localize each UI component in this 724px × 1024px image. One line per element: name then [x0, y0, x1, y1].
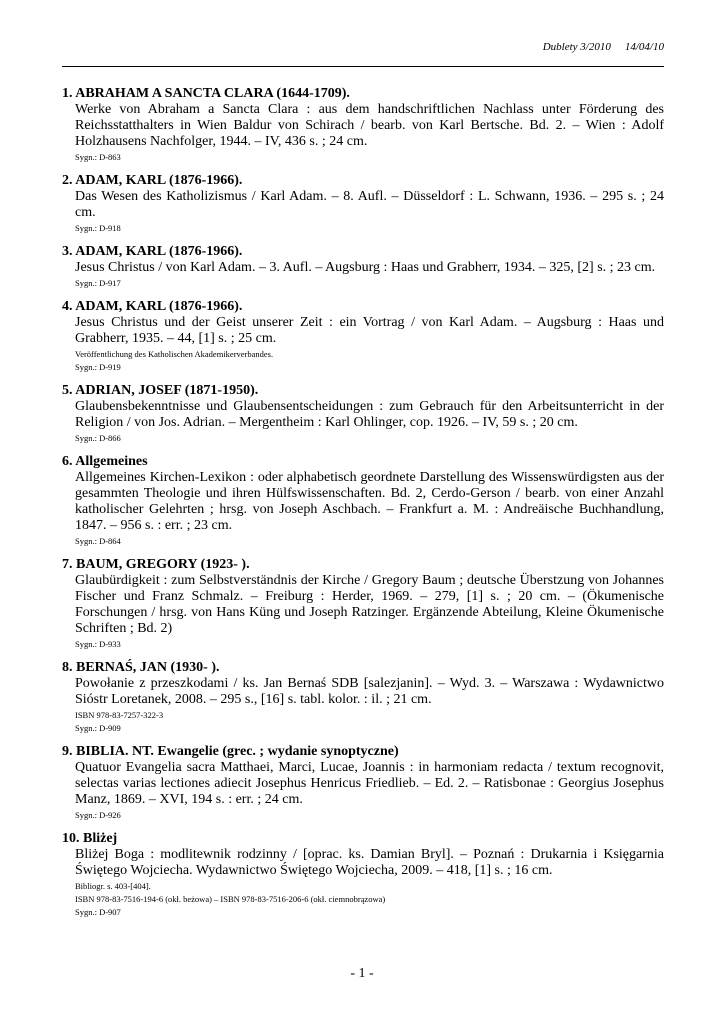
entry-description: Bliżej Boga : modlitewnik rodzinny / [oprac. ks. Damian Bryl]. – Poznań : Drukarnia i Księgarnia Świętego Wojciecha. Wydawnictwo Świętego Wojciecha, 2009. – 418, [1] s. ; 16 cm. [75, 847, 664, 878]
entry-shelfmark: Sygn.: D-918 [75, 223, 121, 233]
entry-heading: 7. BAUM, GREGORY (1923- ). [62, 557, 250, 572]
catalog-entries [62, 86, 664, 928]
entry-heading: 5. ADRIAN, JOSEF (1871-1950). [62, 383, 259, 398]
entry-heading: 4. ADAM, KARL (1876-1966). [62, 299, 243, 314]
catalog-entry [62, 383, 664, 444]
entry-shelfmark: Sygn.: D-864 [75, 536, 121, 546]
entry-description: Werke von Abraham a Sancta Clara : aus dem handschriftlichen Nachlass unter Förderung des Reichsstatthalters in Wien Baldur von Schirach / bearb. von Karl Bertsche. Bd. 2. – Wien : Adolf Holzhausens Nachfolger, 1944. – IV, 436 s. ; 24 cm. [75, 102, 664, 149]
entry-heading: 3. ADAM, KARL (1876-1966). [62, 244, 243, 259]
header-date: 14/04/10 [624, 41, 664, 53]
entry-shelfmark: Sygn.: D-866 [75, 433, 121, 443]
catalog-entry [62, 244, 664, 289]
entry-note: ISBN 978-83-7516-194-6 (okł. beżowa) – ISBN 978-83-7516-206-6 (okł. ciemnobrązowa) [75, 894, 386, 904]
catalog-entry [62, 454, 664, 547]
entry-heading: 1. ABRAHAM A SANCTA CLARA (1644-1709). [62, 86, 350, 101]
catalog-entry [62, 299, 664, 373]
entry-shelfmark: Sygn.: D-933 [75, 639, 121, 649]
entry-shelfmark: Sygn.: D-907 [75, 907, 121, 917]
entry-description: Quatuor Evangelia sacra Matthaei, Marci, Lucae, Joannis : in harmoniam redacta / textum recognovit, selectas varias lectiones adiecit Josephus Henricus Friedlieb. – Ed. 2. – Ratisbonae : Georgius Josephus Manz, 1869. – XVI, 194 s. : err. ; 24 cm. [75, 760, 664, 807]
entry-description: Jesus Christus / von Karl Adam. – 3. Aufl. – Augsburg : Haas und Grabherr, 1934. – 325, [2] s. ; 23 cm. [75, 260, 656, 275]
entry-shelfmark: Sygn.: D-919 [75, 362, 121, 372]
catalog-entry [62, 744, 664, 821]
entry-description: Glaubensbekenntnisse und Glaubensentscheidungen : zum Gebrauch für den Arbeitsunterricht in der Religion / von Jos. Adrian. – Mergentheim : Karl Ohlinger, cop. 1926. – IV, 59 s. ; 20 cm. [75, 399, 664, 430]
page-header [543, 41, 664, 53]
entry-shelfmark: Sygn.: D-926 [75, 810, 121, 820]
entry-heading: 6. Allgemeines [62, 454, 148, 469]
entry-description: Glaubürdigkeit : zum Selbstverständnis der Kirche / Gregory Baum ; deutsche Überstzung von Johannes Fischer und Franz Schmalz. – Freiburg : Herder, 1969. – 279, [1] s. ; 20 cm. – (Ökumenische Forschungen / hrsg. von Hans Küng und Joseph Ratzinger. Ergänzende Abteilung, Kleine Ökumenische Schriften ; Bd. 2) [75, 573, 664, 636]
entry-note: ISBN 978-83-7257-322-3 [75, 710, 164, 720]
entry-description: Das Wesen des Katholizismus / Karl Adam. – 8. Aufl. – Düsseldorf : L. Schwann, 1936. – 295 s. ; 24 cm. [75, 189, 664, 220]
catalog-entry [62, 831, 664, 918]
catalog-entry [62, 557, 664, 650]
entry-description: Powołanie z przeszkodami / ks. Jan Bernaś SDB [salezjanin]. – Wyd. 3. – Warszawa : Wydawnictwo Sióstr Loretanek, 2008. – 295 s., [16] s. tabl. kolor. : il. ; 21 cm. [75, 676, 664, 707]
entry-description: Allgemeines Kirchen-Lexikon : oder alphabetisch geordnete Darstellung des Wissenswürdigsten aus der gesammten Theologie und ihren Hülfswissenschaften. Bd. 2, Cerdo-Gerson / bearb. von einer Anzahl katholischer Gelehrten ; hrsg. von Joseph Aschbach. – Frankfurt a. M. : Andreäische Buchhandlung, 1847. – 956 s. : err. ; 23 cm. [75, 470, 664, 533]
catalog-entry [62, 86, 664, 163]
entry-heading: 9. BIBLIA. NT. Ewangelie (grec. ; wydanie synoptyczne) [62, 744, 399, 759]
entry-description: Jesus Christus und der Geist unserer Zeit : ein Vortrag / von Karl Adam. – Augsburg : Haas und Grabherr, 1935. – 44, [1] s. ; 25 cm. [75, 315, 664, 346]
entry-note: Veröffentlichung des Katholischen Akademikerverbandes. [75, 349, 274, 359]
entry-note: Bibliogr. s. 403-[404]. [75, 881, 151, 891]
entry-shelfmark: Sygn.: D-917 [75, 278, 121, 288]
entry-shelfmark: Sygn.: D-909 [75, 723, 121, 733]
header-series: Dublety 3/2010 [542, 41, 611, 53]
entry-shelfmark: Sygn.: D-863 [75, 152, 121, 162]
catalog-entry [62, 660, 664, 734]
catalog-entry [62, 173, 664, 234]
header-rule [62, 66, 664, 67]
page-number: - 1 - [350, 966, 374, 981]
entry-heading: 2. ADAM, KARL (1876-1966). [62, 173, 243, 188]
entry-heading: 8. BERNAŚ, JAN (1930- ). [62, 660, 220, 675]
entry-heading: 10. Bliżej [62, 831, 118, 846]
